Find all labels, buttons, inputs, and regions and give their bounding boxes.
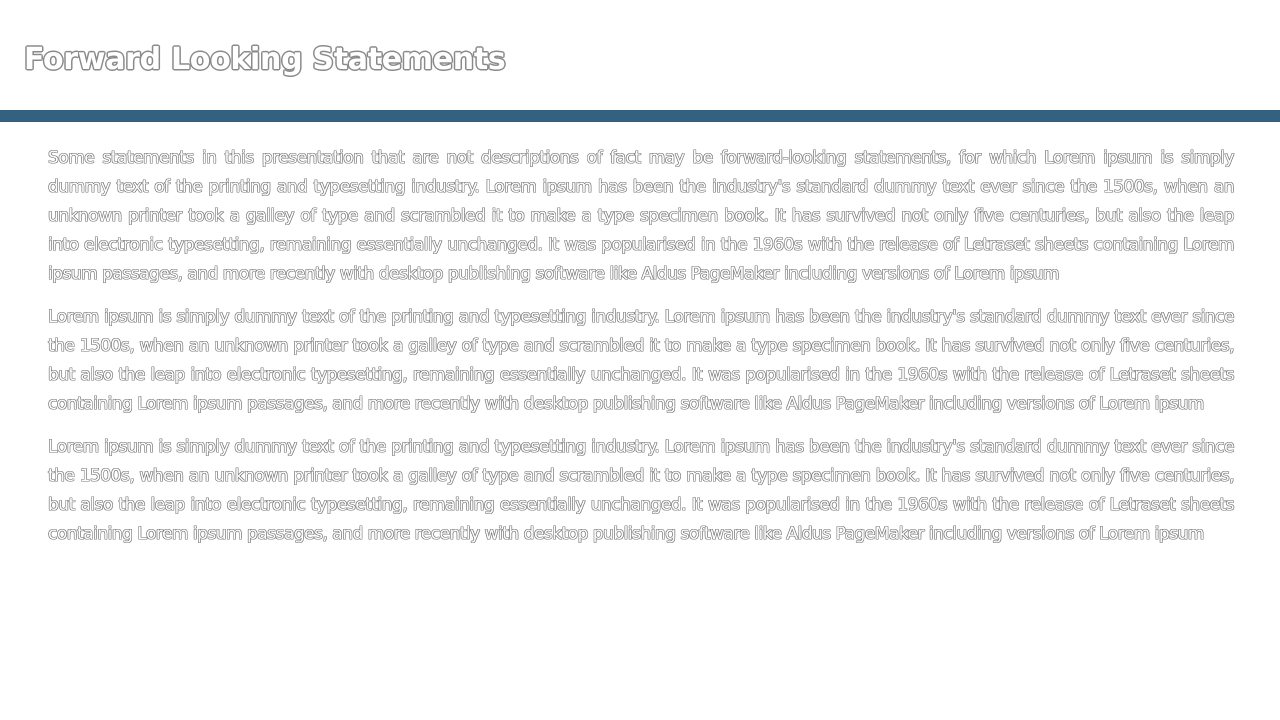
title-accent-bar [0, 110, 1280, 122]
slide-title: Forward Looking Statements [24, 42, 506, 77]
slide-body [48, 144, 1234, 563]
paragraph-lorem-1: Lorem ipsum is simply dummy text of the printing and typesetting industry. Lorem ipsum has been the industry's standard dummy text ever since the 1500s, when an unknown printer took a galley of type and scrambled it to make a type specimen book. It has survived not only five centuries, but also the leap into electronic typesetting, remaining essentially unchanged. It was popularised in the 1960s with the release of Letraset sheets containing Lorem ipsum passages, and more recently with desktop publishing software like Aldus PageMaker including versions of Lorem ipsum [48, 307, 1234, 414]
paragraph-lorem-2: Lorem ipsum is simply dummy text of the printing and typesetting industry. Lorem ipsum has been the industry's standard dummy text ever since the 1500s, when an unknown printer took a galley of type and scrambled it to make a type specimen book. It has survived not only five centuries, but also the leap into electronic typesetting, remaining essentially unchanged. It was popularised in the 1960s with the release of Letraset sheets containing Lorem ipsum passages, and more recently with desktop publishing software like Aldus PageMaker including versions of Lorem ipsum [48, 437, 1234, 544]
paragraph-forward-looking: Some statements in this presentation that are not descriptions of fact may be forward-looking statements, for which Lorem ipsum is simply dummy text of the printing and typesetting industry. Lorem ipsum has been the industry's standard dummy text ever since the 1500s, when an unknown printer took a galley of type and scrambled it to make a type specimen book. It has survived not only five centuries, but also the leap into electronic typesetting, remaining essentially unchanged. It was popularised in the 1960s with the release of Letraset sheets containing Lorem ipsum passages, and more recently with desktop publishing software like Aldus PageMaker including versions of Lorem ipsum [48, 148, 1234, 284]
